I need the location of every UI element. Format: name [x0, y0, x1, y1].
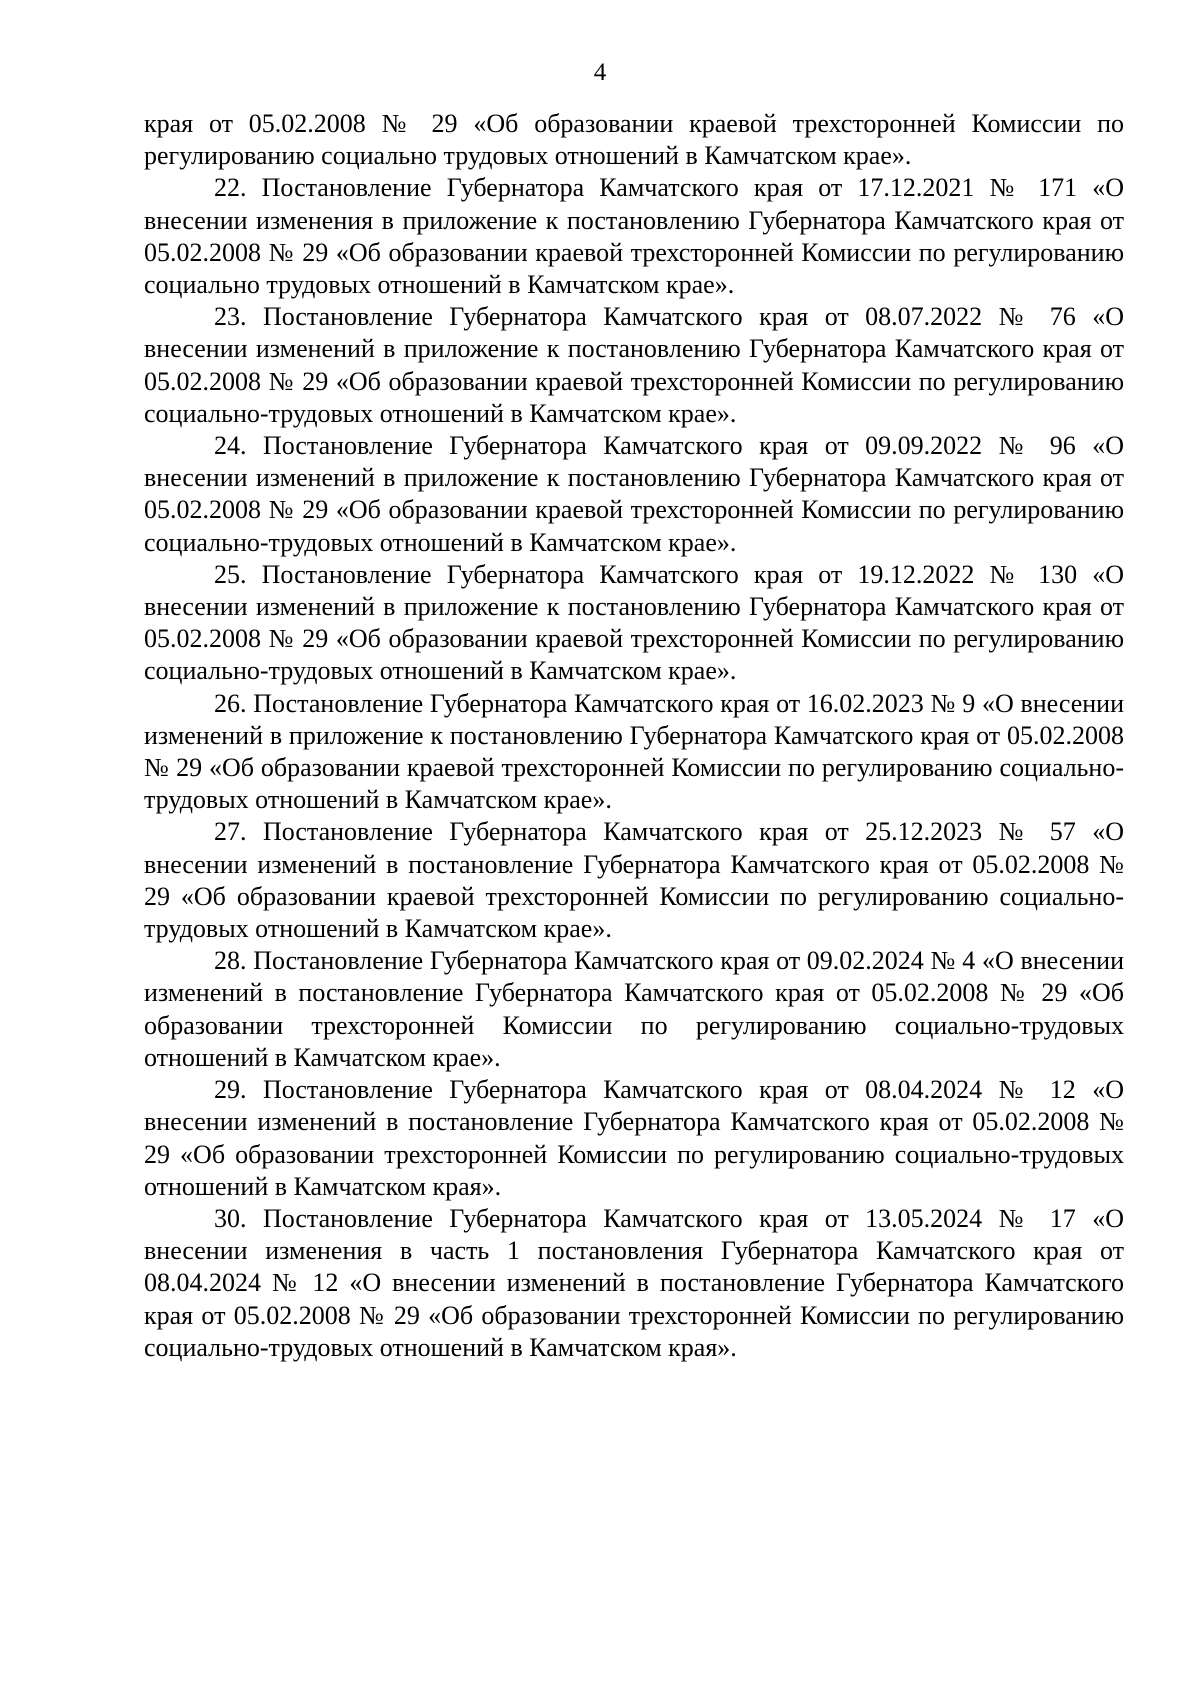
- list-item-25: 25. Постановление Губернатора Камчатского края от 19.12.2022 № 130 «О внесении изменений в приложение к постановлению Губернатора Камчатского края от 05.02.2008 № 29 «Об образовании краевой трехсторонней Комиссии по регулированию социально-трудовых отношений в Камчатском крае».: [144, 559, 1124, 686]
- list-item-22: 22. Постановление Губернатора Камчатского края от 17.12.2021 № 171 «О внесении изменения в приложение к постановлению Губернатора Камчатского края от 05.02.2008 № 29 «Об образовании краевой трехсторонней Комиссии по регулированию социально трудовых отношений в Камчатском крае».: [144, 173, 1124, 300]
- paragraph-continuation: края от 05.02.2008 № 29 «Об образовании краевой трехсторонней Комиссии по регулированию социально трудовых отношений в Камчатском крае».: [144, 109, 1124, 171]
- page-number: 4: [593, 59, 607, 86]
- list-item-24: 24. Постановление Губернатора Камчатского края от 09.09.2022 № 96 «О внесении изменений в приложение к постановлению Губернатора Камчатского края от 05.02.2008 № 29 «Об образовании краевой трехсторонней Комиссии по регулированию социально-трудовых отношений в Камчатском крае».: [144, 431, 1124, 557]
- list-item-29: 29. Постановление Губернатора Камчатского края от 08.04.2024 № 12 «О внесении изменений в постановление Губернатора Камчатского края от 05.02.2008 № 29 «Об образовании трехсторонней Комиссии по регулированию социально-трудовых отношений в Камчатском края».: [144, 1075, 1124, 1201]
- list-item-26: 26. Постановление Губернатора Камчатского края от 16.02.2023 № 9 «О внесении изменений в приложение к постановлению Губернатора Камчатского края от 05.02.2008 № 29 «Об образовании краевой трехсторонней Комиссии по регулированию социально-трудовых отношений в Камчатском крае».: [144, 688, 1124, 815]
- list-item-30: 30. Постановление Губернатора Камчатского края от 13.05.2024 № 17 «О внесении изменения в часть 1 постановления Губернатора Камчатского края от 08.04.2024 № 12 «О внесении изменений в постановление Губернатора Камчатского края от 05.02.2008 № 29 «Об образовании трехсторонней Комиссии по регулированию социально-трудовых отношений в Камчатском края».: [144, 1203, 1124, 1362]
- list-item-27: 27. Постановление Губернатора Камчатского края от 25.12.2023 № 57 «О внесении изменений в постановление Губернатора Камчатского края от 05.02.2008 № 29 «Об образовании краевой трехсторонней Комиссии по регулированию социально-трудовых отношений в Камчатском крае».: [144, 817, 1124, 944]
- list-item-23: 23. Постановление Губернатора Камчатского края от 08.07.2022 № 76 «О внесении изменений в приложение к постановлению Губернатора Камчатского края от 05.02.2008 № 29 «Об образовании краевой трехсторонней Комиссии по регулированию социально-трудовых отношений в Камчатском крае».: [144, 302, 1124, 428]
- document-body: [144, 108, 1124, 1364]
- list-item-28: 28. Постановление Губернатора Камчатского края от 09.02.2024 № 4 «О внесении изменений в постановление Губернатора Камчатского края от 05.02.2008 № 29 «Об образовании трехсторонней Комиссии по регулированию социально-трудовых отношений в Камчатском крае».: [144, 946, 1124, 1072]
